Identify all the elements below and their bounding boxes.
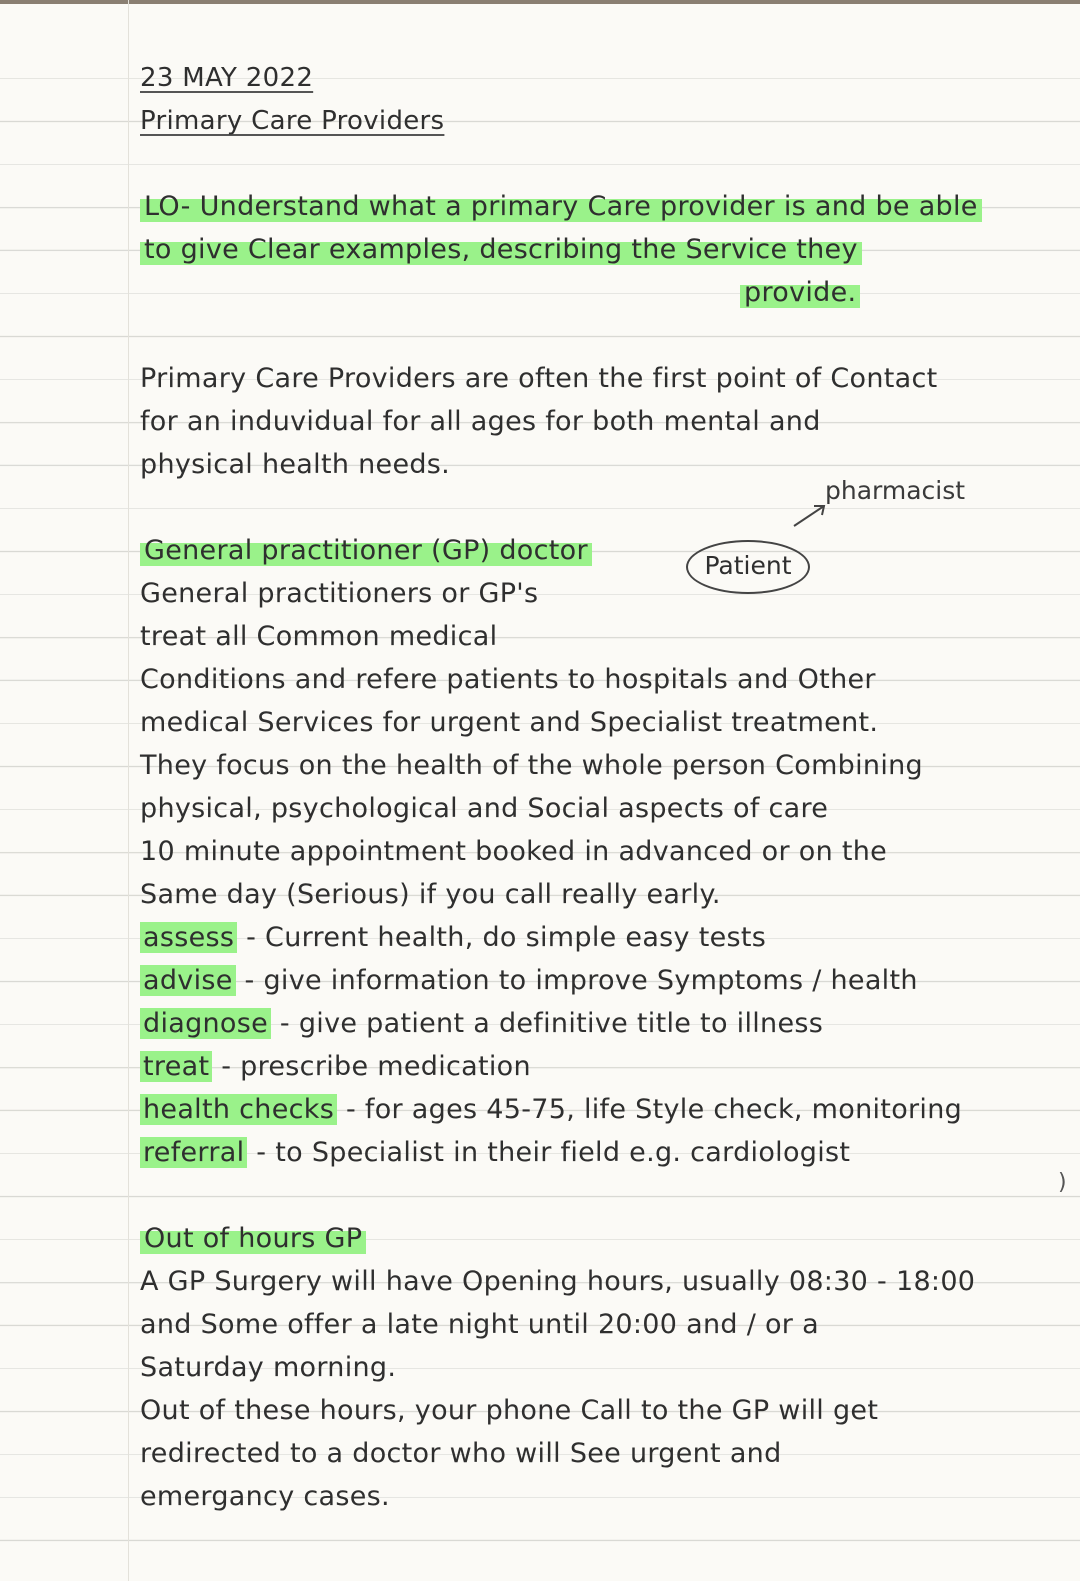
ooh-line: redirected to a doctor who will See urgent and: [140, 1438, 782, 1469]
gp-line: They focus on the health of the whole person Combining: [140, 750, 923, 781]
page-top-edge: [0, 0, 1080, 4]
gp-line: 10 minute appointment booked in advanced or on the: [140, 836, 888, 867]
gp-heading: General practitioner (GP) doctor: [140, 529, 1040, 572]
objective-line-2: to give Clear examples, describing the Service they: [140, 228, 1040, 271]
service-desc: - Current health, do simple easy tests: [237, 922, 767, 953]
service-term: treat: [140, 1051, 212, 1082]
objective-line-3: provide.: [140, 271, 1040, 314]
intro-line-3: physical health needs.: [140, 449, 451, 480]
date-line: [140, 56, 1040, 99]
gp-line: General practitioners or GP's: [140, 578, 539, 609]
service-term: health checks: [140, 1094, 337, 1125]
service-item-diagnose: [140, 1002, 1040, 1045]
service-term: advise: [140, 965, 236, 996]
gp-line: Same day (Serious) if you call really early.: [140, 879, 721, 910]
service-desc: - to Specialist in their field e.g. cardiologist: [247, 1137, 851, 1168]
gp-line: medical Services for urgent and Specialist treatment.: [140, 707, 879, 738]
arrow-icon: [790, 500, 830, 530]
service-desc: - give patient a definitive title to illness: [271, 1008, 824, 1039]
service-desc: - prescribe medication: [212, 1051, 531, 1082]
page-title: Primary Care Providers: [140, 106, 445, 136]
out-of-hours-heading: Out of hours GP: [140, 1217, 1040, 1260]
service-item-assess: [140, 916, 1040, 959]
gp-line: treat all Common medical: [140, 621, 498, 652]
gp-line: Conditions and refere patients to hospitals and Other: [140, 664, 876, 695]
service-item-health-checks: [140, 1088, 1040, 1131]
patient-bubble: Patient: [686, 540, 810, 594]
pharmacist-label: pharmacist: [825, 476, 966, 505]
margin-mark: ): [1058, 1170, 1067, 1195]
intro-line-1: Primary Care Providers are often the first point of Contact: [140, 363, 938, 394]
title-line: [140, 99, 1040, 142]
ooh-line: Out of these hours, your phone Call to the GP will get: [140, 1395, 879, 1426]
gp-line: physical, psychological and Social aspects of care: [140, 793, 829, 824]
service-term: diagnose: [140, 1008, 271, 1039]
service-item-advise: [140, 959, 1040, 1002]
service-term: assess: [140, 922, 237, 953]
margin-line: [128, 0, 129, 1581]
service-item-treat: [140, 1045, 1040, 1088]
ooh-line: A GP Surgery will have Opening hours, usually 08:30 - 18:00: [140, 1266, 976, 1297]
ooh-line: emergancy cases.: [140, 1481, 390, 1512]
ooh-line: and Some offer a late night until 20:00 and / or a: [140, 1309, 819, 1340]
service-term: referral: [140, 1137, 247, 1168]
service-desc: - for ages 45-75, life Style check, monitoring: [337, 1094, 963, 1125]
ooh-line: Saturday morning.: [140, 1352, 397, 1383]
notes-content: [140, 56, 1040, 1518]
service-desc: - give information to improve Symptoms / health: [235, 965, 918, 996]
intro-line-2: for an induvidual for all ages for both mental and: [140, 406, 821, 437]
note-date: 23 MAY 2022: [140, 63, 314, 93]
objective-line-1: LO- Understand what a primary Care provider is and be able: [140, 185, 1040, 228]
service-item-referral: [140, 1131, 1040, 1174]
